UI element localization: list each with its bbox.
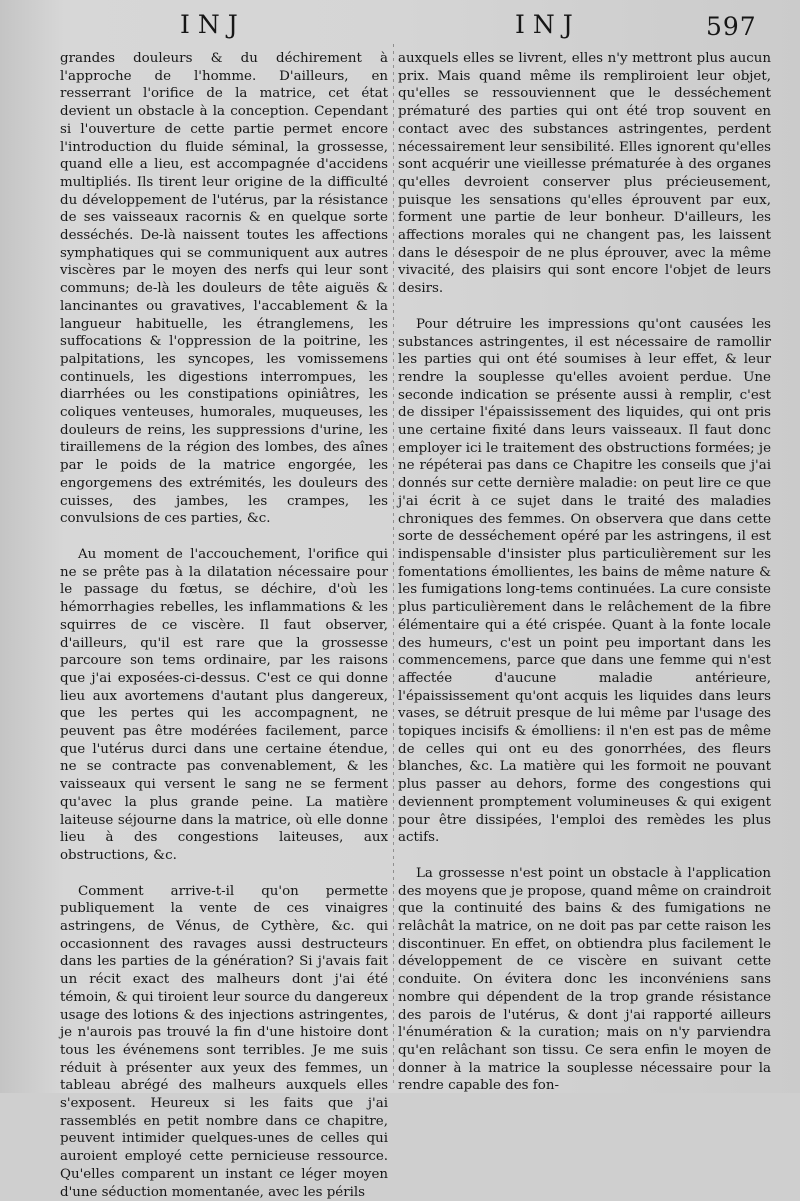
column-divider <box>393 44 394 1084</box>
paragraph: auxquels elles se livrent, elles n'y mettront plus aucun prix. Mais quand même ils rempliroient leur objet, qu'elles se ressouviennent que le desséchement prématuré des parties qui ont été trop souvent en contact avec des substances astringentes, perdent nécessairement leur sensibilité. Elles ignorent qu'elles sont acquérir une vieillesse prématurée à des organes qu'elles devroient conserver plus précieusement, puisque les sensations qu'elles éprouvent par eux, forment une partie de leur bonheur. D'ailleurs, les affections morales qui ne changent pas, les laissent dans le désespoir de ne plus éprouver, avec la même vivacité, des plaisirs qui sont encore l'objet de leurs desirs. <box>398 51 771 297</box>
paragraph: Pour détruire les impressions qu'ont causées les substances astringentes, il est nécessaire de ramollir les parties qui ont été soumises à leur effet, & leur rendre la souplesse qu'elles avoient perdue. Une seconde indication se présente aussi à remplir, c'est de dissiper l'épaississement des liquides, qui ont pris une certaine fixité dans leurs vaisseaux. Il faut donc employer ici le traitement des obstructions formées; je ne répéterai pas dans ce Chapitre les conseils que j'ai donnés sur cette dernière maladie: on peut lire ce que j'ai écrit à ce sujet dans le traité des maladies chroniques des femmes. On observera que dans cette sorte de desséchement opéré par les astringens, il est indispensable d'insister plus particulièrement sur les fomentations émollientes, les bains de même nature & les fumigations long-tems continuées. La cure consiste plus particulièrement dans le relâchement de la fibre élémentaire qui a été crispée. Quant à la fonte locale des humeurs, c'est un point peu important dans les commencemens, parce que dans une femme qui n'est affectée d'aucune maladie antérieure, l'épaississement qu'ont acquis les liquides dans leurs vases, se détruit presque de lui même par l'usage des topiques incisifs & émolliens: il n'en est pas de même de celles qui ont eu des gonorrhées, des fleurs blanches, &c. La matière qui les formoit ne pouvant plus passer au dehors, forme des congestions qui deviennent promptement volumineuses & qui exigent pour être dissipées, l'emploi des remèdes les plus actifs. <box>398 316 771 846</box>
paragraph: grandes douleurs & du déchirement à l'approche de l'homme. D'ailleurs, en resserrant l'orifice de la matrice, cet état devient un obstacle à la conception. Cependant si l'ouverture de cette partie permet encore l'introduction du fluide séminal, la grossesse, quand elle a lieu, est accompagnée d'accidens multipliés. Ils tirent leur origine de la difficulté du développement de l'utérus, par la résistance de ses vaisseaux racornis & en quelque sorte desséchés. De-là naissent toutes les affections symphatiques qui se communiquent aux autres viscères par le moyen des nerfs qui leur sont communs; de-là les douleurs de tête aiguës & lancinantes ou gravatives, l'accablement & la langueur habituelle, les étranglemens, les suffocations & l'oppression de la poitrine, les palpitations, les syncopes, les vomissemens continuels, les digestions interrompues, les diarrhées ou les constipations opiniâtres, les coliques venteuses, humorales, muqueuses, les douleurs de reins, les suppressions d'urine, les tiraillemens de la région des lombes, des aînes par le poids de la matrice engorgée, les engorgemens des extrémités, les douleurs des cuisses, des jambes, les crampes, les convulsions de ces parties, &c. <box>60 51 388 527</box>
running-head-right: INJ <box>515 10 581 39</box>
page-number: 597 <box>706 12 757 41</box>
paragraph: La grossesse n'est point un obstacle à l'application des moyens que je propose, quand même on craindroit que la continuité des bains & des fumigations ne relâchât la matrice, on ne doit pas par cette raison les discontinuer. En effet, on obtiendra plus facilement le développement de ce viscère en suivant cette conduite. On évitera donc les inconvéniens sans nombre qui dépendent de la trop grande résistance des parois de l'utérus, & dont j'ai rapporté ailleurs l'énumération & la curation; mais on n'y parviendra qu'en relâchant son tissu. Ce sera enfin le moyen de donner à la matrice la souplesse nécessaire pour la rendre capable des fon- <box>398 865 771 1094</box>
left-column <box>60 50 388 1201</box>
paragraph: Au moment de l'accouchement, l'orifice qui ne se prête pas à la dilatation nécessaire pour le passage du fœtus, se déchire, d'où les hémorrhagies rebelles, les inflammations & les squirres de ce viscère. Il faut observer, d'ailleurs, qu'il est rare que la grossesse parcoure son tems ordinaire, par les raisons que j'ai exposées-ci-dessus. C'est ce qui donne lieu aux avortemens d'autant plus dangereux, que les pertes qui les accompagnent, ne peuvent pas être modérées facilement, parce que l'utérus durci dans une certaine étendue, ne se contracte pas convenablement, & les vaisseaux qui versent le sang ne se ferment qu'avec la plus grande peine. La matière laiteuse séjourne dans la matrice, où elle donne lieu à des congestions laiteuses, aux obstructions, &c. <box>60 546 388 863</box>
running-head-left: INJ <box>180 10 246 39</box>
right-column <box>398 50 771 1095</box>
paragraph: Comment arrive-t-il qu'on permette publiquement la vente de ces vinaigres astringens, de Vénus, de Cythère, &c. qui occasionnent des ravages aussi destructeurs dans les parties de la génération? Si j'avais fait un récit exact des malheurs dont j'ai été témoin, & qui tiroient leur source du dangereux usage des lotions & des injections astringentes, je n'aurois pas trouvé la fin d'une histoire dont tous les événemens sont terribles. Je me suis réduit à présenter aux yeux des femmes, un tableau abrégé des malheurs auxquels elles s'exposent. Heureux si les faits que j'ai rassemblés en petit nombre dans ce chapitre, peuvent intimider quelques-unes de celles qui auroient employé cette pernicieuse ressource. Qu'elles comparent un instant ce léger moyen d'une séduction momentanée, avec les périls <box>60 883 388 1200</box>
